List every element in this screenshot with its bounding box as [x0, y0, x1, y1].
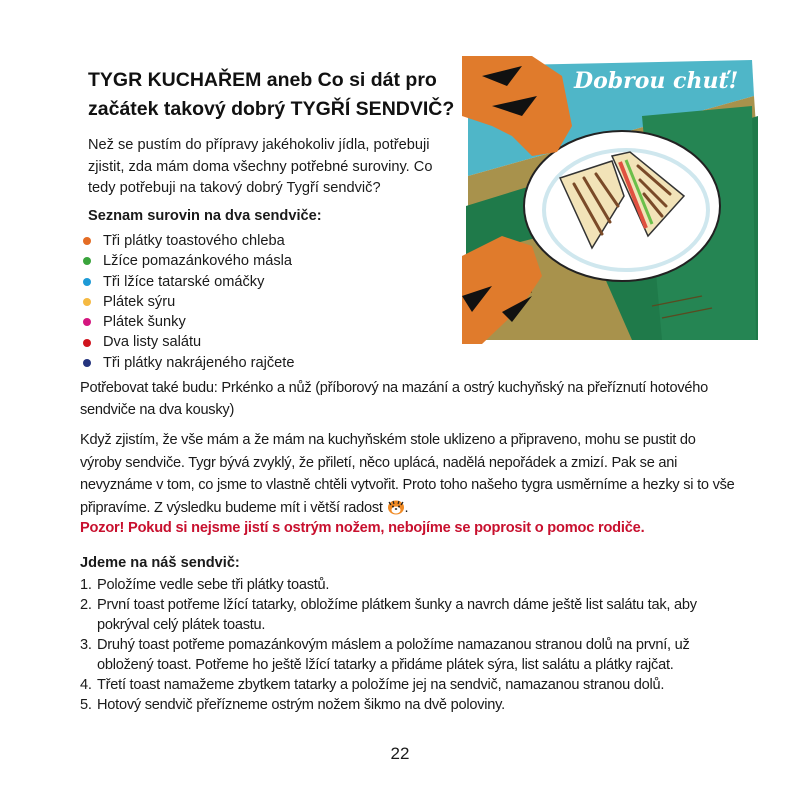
list-item: Plátek šunky — [80, 312, 294, 332]
bullet-icon — [83, 359, 91, 367]
list-item: 1. Položíme vedle sebe tři plátky toastů. — [80, 577, 330, 593]
bullet-icon — [83, 318, 91, 326]
body-paragraph: Když zjistím, že vše mám a že mám na kuchyňském stole uklizeno a připraveno, mohu se pustit do výroby sendviče. Tygr bývá zvyklý, že přiletí, něco uplácá, nadělá nepořádek a zmizí. Pak se ani nevyznáme v tom, co jsme to vlastně chtěli vytvořit. Proto toho našeho tygra usměrníme a hezky si to vše připravíme. Z výsledku budeme mít i větší radost . — [80, 429, 740, 522]
list-item: 3. Druhý toast potřeme pomazánkovým máslem a položíme namazanou stranou dolů na první, už obložený toast. Potřeme ho ještě lžící tatarky a přidáme plátek sýra, list salátu a plátky rajčat. — [80, 637, 690, 673]
list-item: Lžíce pomazánkového másla — [80, 251, 294, 271]
bullet-icon — [83, 339, 91, 347]
ingredients-list — [80, 231, 294, 373]
page-title: TYGR KUCHAŘEM aneb Co si dát pro začátek takový dobrý TYGŘÍ SENDVIČ? — [88, 69, 455, 120]
ingredients-heading: Seznam surovin na dva sendviče: — [88, 208, 322, 224]
list-item: 5. Hotový sendvič přeřízneme ostrým nožem šikmo na dvě poloviny. — [80, 697, 505, 713]
steps-heading: Jdeme na náš sendvič: — [80, 555, 240, 571]
intro-text: Než se pustím do přípravy jakéhokoliv jídla, potřebuji zjistit, zda mám doma všechny potřebné suroviny. Co tedy potřebuji na takový dobrý Tygří sendvič? — [88, 137, 433, 196]
list-item: Tři plátky nakrájeného rajčete — [80, 353, 294, 373]
list-item: 2. První toast potřeme lžící tatarky, obložíme plátkem šunky a navrch dáme ještě list salátu tak, aby pokrýval celý plátek toastu. — [80, 597, 697, 633]
bullet-icon — [83, 237, 91, 245]
list-item: Plátek sýru — [80, 292, 294, 312]
list-item: Dva listy salátu — [80, 332, 294, 352]
page-number: 22 — [390, 744, 410, 763]
bullet-icon — [83, 278, 91, 286]
tools-text: Potřebovat také budu: Prkénko a nůž (příborový na mazání a ostrý kuchyňský na přeříznutí hotového sendviče na dva kousky) — [80, 380, 708, 418]
list-item: Tři lžíce tatarské omáčky — [80, 272, 294, 292]
steps-list — [80, 575, 740, 715]
tiger-face-icon — [387, 499, 405, 523]
bullet-icon — [83, 298, 91, 306]
illustration-caption: Dobrou chuť! — [574, 68, 739, 94]
list-item: 4. Třetí toast namažeme zbytkem tatarky a položíme jej na sendvič, namazanou stranou dolů. — [80, 677, 665, 693]
warning-text: Pozor! Pokud si nejsme jistí s ostrým nožem, nebojíme se poprosit o pomoc rodiče. — [80, 520, 645, 536]
list-item: Tři plátky toastového chleba — [80, 231, 294, 251]
bullet-icon — [83, 257, 91, 265]
tiger-paws-sandwich-illustration — [462, 56, 760, 344]
